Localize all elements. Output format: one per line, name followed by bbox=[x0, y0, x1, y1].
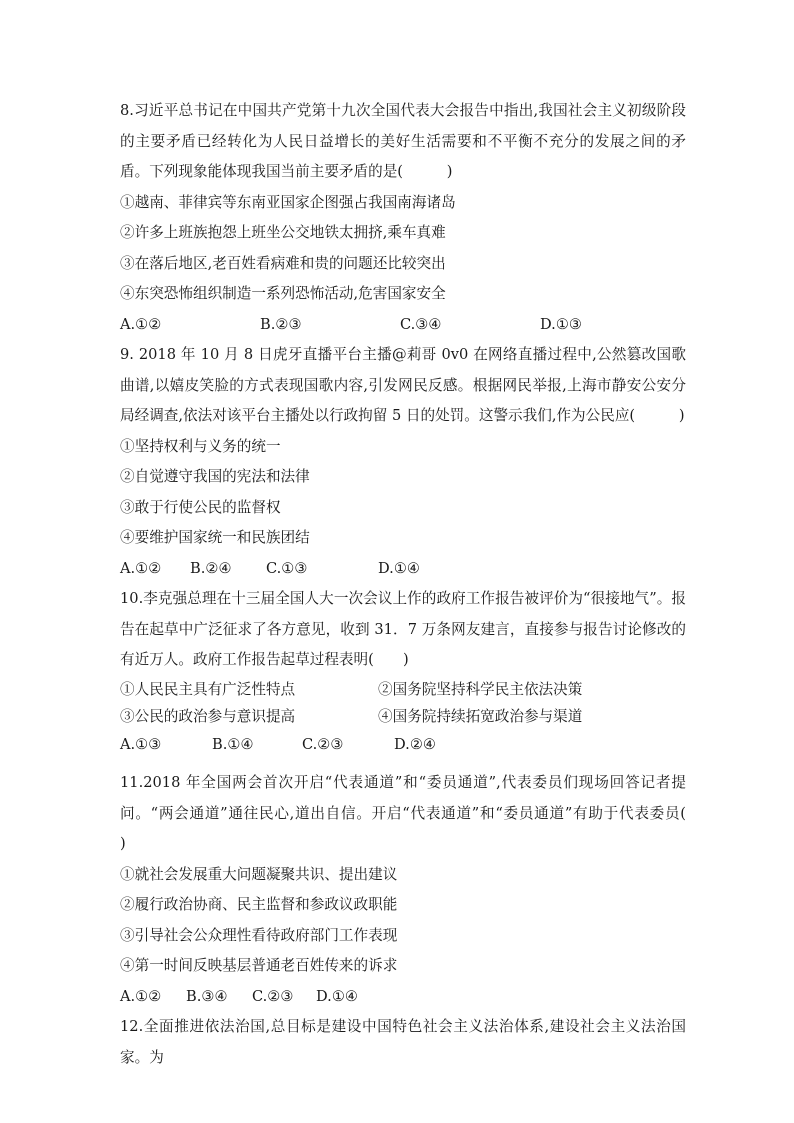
question-10-choices bbox=[120, 730, 686, 761]
question-10-option-3: ③公民的政治参与意识提高 bbox=[120, 707, 296, 725]
question-11-stem: 11.2018 年全国两会首次开启“代表通道”和“委员通道”,代表委员们现场回答记者提问。“两会通道”通往民心,道出自信。开启“代表通道”和“委员通道”有助于代表委员( ) bbox=[120, 774, 716, 852]
question-10-option-2: ②国务院坚持科学民主依法决策 bbox=[378, 680, 583, 698]
question-10 bbox=[120, 584, 686, 760]
question-10-choice-a: A.①③ bbox=[120, 735, 162, 753]
question-8-stem: 8.习近平总书记在中国共产党第十九次全国代表大会报告中指出,我国社会主义初级阶段的主要矛盾已经转化为人民日益增长的美好生活需要和不平衡不充分的发展之间的矛盾。下列现象能体现我国当前主要矛盾的是( ) bbox=[120, 102, 686, 180]
question-12-stem: 12.全面推进依法治国,总目标是建设中国特色社会主义法治体系,建设社会主义法治国家。为 bbox=[120, 1018, 686, 1066]
question-10-choice-c: C.②③ bbox=[302, 735, 344, 753]
question-9-stem: 9. 2018 年 10 月 8 日虎牙直播平台主播@莉哥 0v0 在网络直播过程中,公然篡改国歌曲谱,以嬉皮笑脸的方式表现国歌内容,引发网民反感。根据网民举报,上海市静安公安分局经调查,依法对该平台主播处以行政拘留 5 日的处罚。这警示我们,作为公民应( ) bbox=[120, 346, 686, 424]
question-9-option-2: ②自觉遵守我国的宪法和法律 bbox=[120, 468, 310, 485]
question-9-choice-a: A.①② bbox=[120, 559, 162, 577]
question-10-choice-d: D.②④ bbox=[394, 735, 436, 753]
question-9-choice-d: D.①④ bbox=[378, 559, 420, 577]
question-8 bbox=[120, 96, 686, 340]
question-9 bbox=[120, 340, 686, 584]
question-8-choice-d: D.①③ bbox=[540, 315, 582, 333]
question-9-choices bbox=[120, 554, 686, 585]
question-8-choices bbox=[120, 310, 686, 341]
question-8-option-1: ①越南、菲律宾等东南亚国家企图强占我国南海诸岛 bbox=[120, 193, 456, 211]
question-11-option-4: ④第一时间反映基层普通老百姓传来的诉求 bbox=[120, 957, 398, 974]
question-11-option-2: ②履行政治协商、民主监督和参政议政职能 bbox=[120, 896, 398, 913]
question-10-options-row-1 bbox=[120, 676, 686, 703]
question-11-option-3: ③引导社会公众理性看待政府部门工作表现 bbox=[120, 926, 398, 944]
question-9-option-3: ③敢于行使公民的监督权 bbox=[120, 498, 281, 516]
question-11 bbox=[120, 768, 716, 1012]
question-11-option-1: ①就社会发展重大问题凝聚共识、提出建议 bbox=[120, 865, 398, 883]
question-9-choice-c: C.①③ bbox=[266, 559, 308, 577]
question-8-choice-a: A.①② bbox=[120, 315, 162, 333]
question-10-choice-b: B.①④ bbox=[212, 735, 254, 753]
question-11-choice-b: B.③④ bbox=[186, 987, 228, 1005]
question-8-choice-b: B.②③ bbox=[260, 315, 302, 333]
question-10-options-row-2 bbox=[120, 703, 686, 730]
question-9-option-4: ④要维护国家统一和民族团结 bbox=[120, 529, 310, 546]
question-11-choice-c: C.②③ bbox=[252, 987, 294, 1005]
exam-page bbox=[120, 96, 716, 1073]
question-10-stem: 10.李克强总理在十三届全国人大一次会议上作的政府工作报告被评价为“很接地气”。报告在起草中广泛征求了各方意见，收到 31．7 万条网友建言，直接参与报告讨论修改的有近万人。政府工作报告起草过程表明( ) bbox=[120, 590, 686, 668]
question-8-option-4: ④东突恐怖组织制造一系列恐怖活动,危害国家安全 bbox=[120, 285, 446, 302]
question-10-option-4: ④国务院持续拓宽政治参与渠道 bbox=[378, 707, 583, 725]
question-10-option-1: ①人民民主具有广泛性特点 bbox=[120, 680, 296, 698]
question-11-choices bbox=[120, 982, 686, 1013]
question-8-choice-c: C.③④ bbox=[400, 315, 442, 333]
question-9-choice-b: B.②④ bbox=[190, 559, 232, 577]
question-11-choice-d: D.①④ bbox=[316, 987, 358, 1005]
question-8-option-2: ②许多上班族抱怨上班坐公交地铁太拥挤,乘车真难 bbox=[120, 224, 446, 241]
question-8-option-3: ③在落后地区,老百姓看病难和贵的问题还比较突出 bbox=[120, 254, 446, 272]
question-11-choice-a: A.①② bbox=[120, 987, 162, 1005]
question-9-option-1: ①坚持权利与义务的统一 bbox=[120, 437, 281, 455]
question-12 bbox=[120, 1012, 686, 1073]
